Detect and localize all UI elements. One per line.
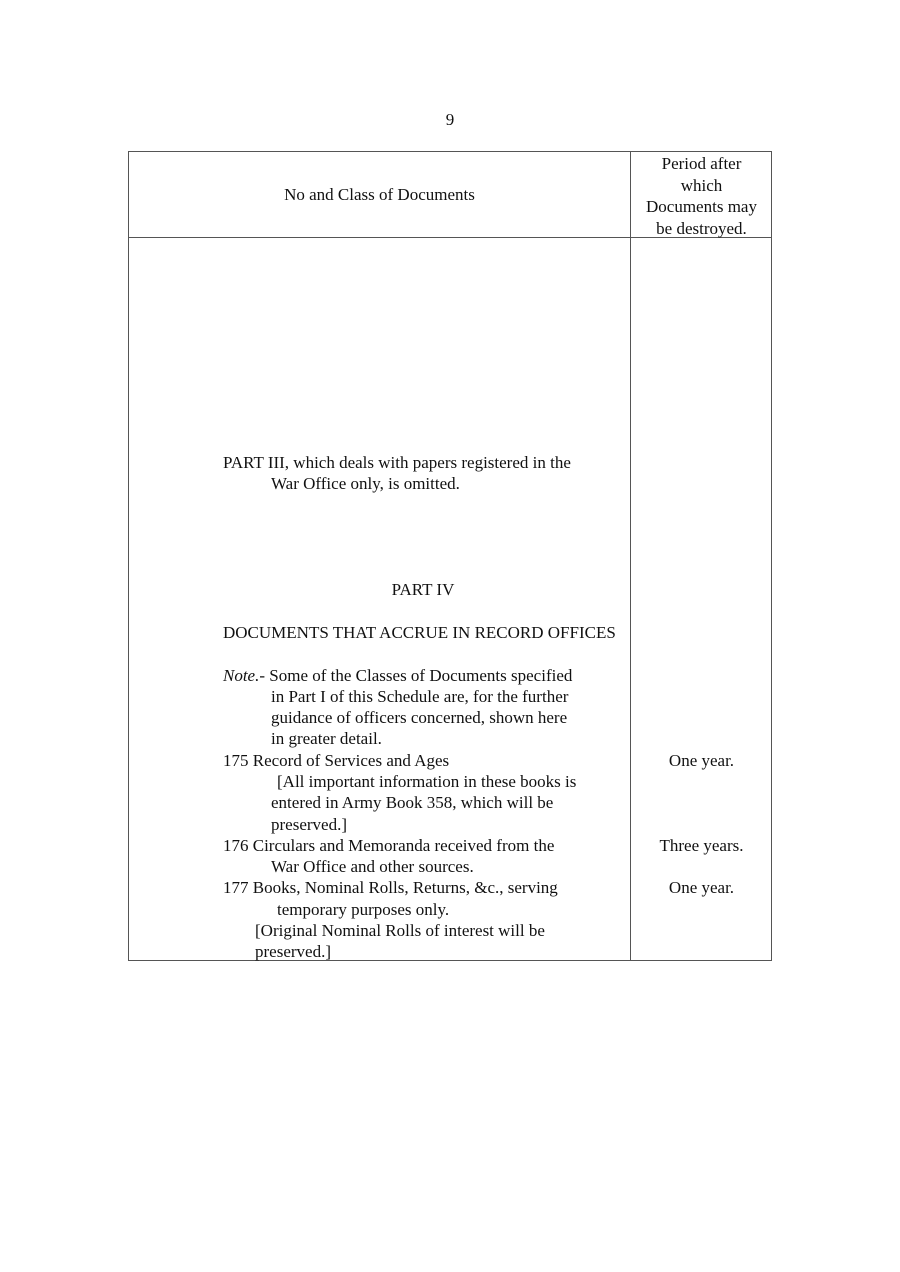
entry-176-period: Three years. bbox=[659, 836, 744, 855]
entry-175-line: preserved.] bbox=[271, 815, 347, 834]
entry-175-period: One year. bbox=[668, 751, 735, 770]
part-iv-subtitle: DOCUMENTS THAT ACCRUE IN RECORD OFFICES bbox=[223, 623, 616, 642]
entry-176-title: 176 Circulars and Memoranda received from the bbox=[223, 836, 555, 855]
note-line: guidance of officers concerned, shown here bbox=[271, 708, 568, 727]
note-line: Some of the Classes of Documents specified bbox=[269, 666, 573, 685]
entry-177-line: temporary purposes only. bbox=[277, 900, 450, 919]
entry-175-line: [All important information in these books is bbox=[277, 772, 577, 791]
schedule-table bbox=[128, 151, 772, 961]
note-block bbox=[223, 665, 572, 686]
entry-177-line: preserved.] bbox=[255, 942, 331, 961]
header-period-line: Period after bbox=[661, 154, 742, 173]
header-class-of-documents bbox=[129, 152, 630, 237]
entry-177-period: One year. bbox=[668, 878, 735, 897]
entry-176-line: War Office and other sources. bbox=[271, 857, 474, 876]
entry-175-line: entered in Army Book 358, which will be bbox=[271, 793, 554, 812]
note-label: Note.- bbox=[223, 666, 266, 685]
header-class-label: No and Class of Documents bbox=[284, 185, 475, 204]
note-line: in Part I of this Schedule are, for the further bbox=[271, 687, 569, 706]
part-iii-line-1: PART III, which deals with papers registered in the bbox=[223, 453, 571, 472]
note-line: in greater detail. bbox=[271, 729, 382, 748]
entry-177-title: 177 Books, Nominal Rolls, Returns, &c., serving bbox=[223, 878, 558, 897]
part-iii-line-2: War Office only, is omitted. bbox=[271, 474, 460, 493]
part-iv-title: PART IV bbox=[391, 580, 455, 599]
entry-177-line: [Original Nominal Rolls of interest will be bbox=[255, 921, 545, 940]
header-period bbox=[631, 153, 772, 239]
header-period-line: which bbox=[680, 175, 723, 195]
header-period-line: Documents may bbox=[646, 197, 757, 216]
page-number: 9 bbox=[445, 110, 455, 129]
entry-175-title: 175 Record of Services and Ages bbox=[223, 751, 450, 770]
header-period-line: be destroyed. bbox=[656, 218, 747, 238]
